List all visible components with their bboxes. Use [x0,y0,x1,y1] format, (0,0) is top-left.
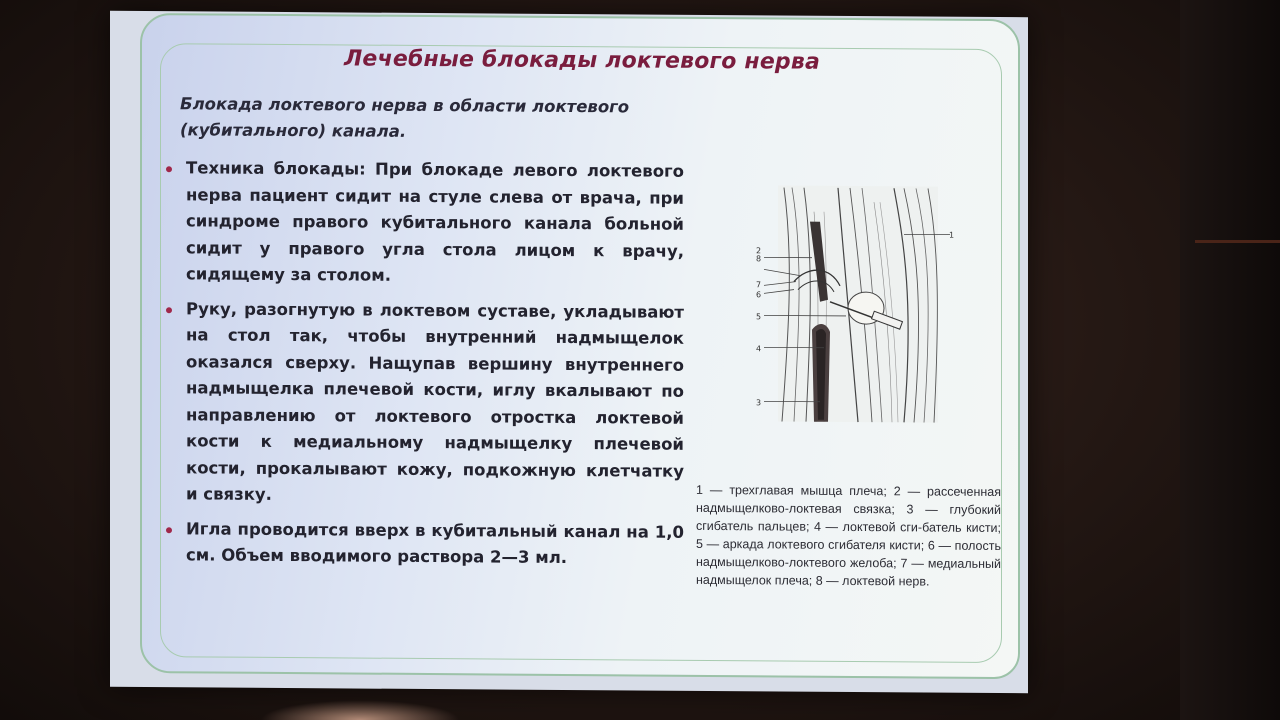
bullet-list [164,155,684,580]
light-glare [260,700,460,720]
bullet-icon [166,527,172,533]
wall-trim [1195,240,1280,243]
presentation-slide [140,13,1020,679]
bullet-item [164,296,684,512]
figure-label: 5 [756,312,762,322]
bullet-icon [166,166,172,172]
bullet-text: Игла проводится вверх в кубитальный канал на 1,0 см. Объем вводимого раствора 2—3 мл. [186,518,684,567]
wall-right [1180,0,1280,720]
figure-caption: 1 — трехглавая мышца плеча; 2 — рассеченная надмыщелково-локтевая связка; 3 — глубокий сгибатель пальцев; 4 — локтевой сги-батель кисти; 5 — аркада локтевого сгибателя кисти; 6 — полость надмыщелково-локтевого желоба; 7 — медиальный надмыщелок плеча; 8 — локтевой нерв. [696,482,1001,589]
figure-label: 2 [756,246,762,256]
bullet-icon [166,307,172,313]
figure-label: 3 [756,398,762,408]
projection-screen [110,11,1028,693]
figure-label: 7 [756,280,762,290]
anatomy-elbow-illustration [754,181,954,427]
anatomy-drawing [754,181,954,427]
figure-label: 8 [756,254,762,264]
figure-label: 6 [756,290,762,300]
slide-title: Лечебные блокады локтевого нерва [343,46,821,75]
bullet-text: Техника блокады: При блокаде левого локтевого нерва пациент сидит на стуле слева от врача, при синдроме правого кубитального канала больной сидит у правого угла стола лицом к врачу, сидящему за столом. [186,158,684,285]
figure-label: 4 [756,344,762,354]
figure-label: 1 [949,230,954,240]
bullet-item [164,155,684,291]
slide-subtitle: Блокада локтевого нерва в области локтевого (кубитального) канала. [180,94,630,141]
bullet-text: Руку, разогнутую в локтевом суставе, укладывают на стол так, чтобы внутренний надмыщелок оказался сверху. Нащупав вершину внутреннего надмыщелка плечевой кости, иглу вкалывают по направлению от локтевого отростка локтевой кости к медиальному надмыщелку плечевой кости, прокалывают кожу, подкожную клетчатку и связку. [186,298,684,504]
bullet-item [164,516,684,573]
